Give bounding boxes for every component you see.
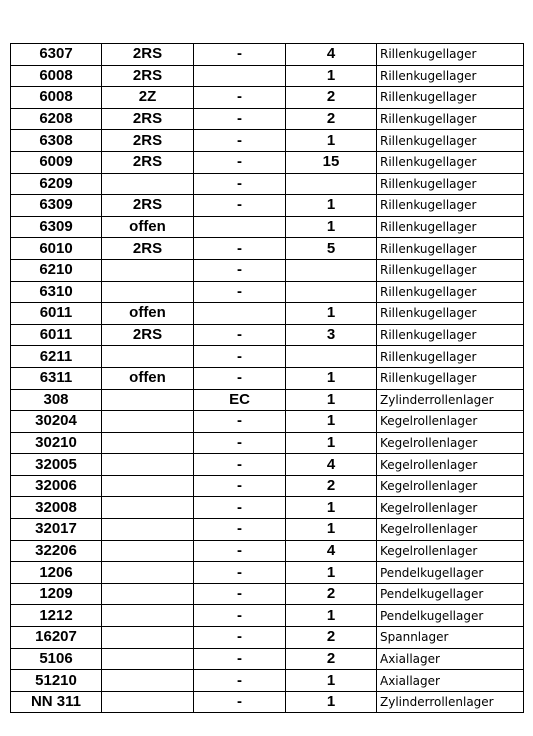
quantity-cell: 1: [286, 367, 377, 389]
seal-type-cell: [102, 497, 194, 519]
seal-type-cell: [102, 281, 194, 303]
bearing-type-cell: Kegelrollenlager: [377, 519, 524, 541]
seal-type-cell: [102, 648, 194, 670]
bearing-type-cell: Axiallager: [377, 648, 524, 670]
bearing-number-cell: 6008: [11, 87, 102, 109]
quantity-cell: 1: [286, 216, 377, 238]
variant-cell: -: [194, 648, 286, 670]
variant-cell: -: [194, 324, 286, 346]
bearing-number-cell: 6210: [11, 259, 102, 281]
bearing-type-cell: Rillenkugellager: [377, 216, 524, 238]
bearing-type-cell: Rillenkugellager: [377, 44, 524, 66]
seal-type-cell: [102, 432, 194, 454]
table-row: [11, 475, 524, 497]
table-row: [11, 389, 524, 411]
variant-cell: -: [194, 583, 286, 605]
seal-type-cell: 2RS: [102, 195, 194, 217]
bearing-number-cell: 30210: [11, 432, 102, 454]
variant-cell: -: [194, 454, 286, 476]
variant-cell: -: [194, 87, 286, 109]
seal-type-cell: [102, 411, 194, 433]
bearing-type-cell: Rillenkugellager: [377, 259, 524, 281]
variant-cell: -: [194, 151, 286, 173]
quantity-cell: 4: [286, 540, 377, 562]
quantity-cell: 1: [286, 691, 377, 713]
table-row: [11, 605, 524, 627]
bearing-number-cell: 6008: [11, 65, 102, 87]
bearing-type-cell: Kegelrollenlager: [377, 540, 524, 562]
table-row: [11, 346, 524, 368]
bearing-number-cell: 1209: [11, 583, 102, 605]
bearing-number-cell: 32008: [11, 497, 102, 519]
bearing-type-cell: Pendelkugellager: [377, 562, 524, 584]
seal-type-cell: offen: [102, 367, 194, 389]
bearing-type-cell: Rillenkugellager: [377, 108, 524, 130]
variant-cell: -: [194, 346, 286, 368]
quantity-cell: [286, 259, 377, 281]
bearing-number-cell: 6309: [11, 195, 102, 217]
quantity-cell: 1: [286, 303, 377, 325]
bearing-type-cell: Zylinderrollenlager: [377, 691, 524, 713]
table-row: [11, 281, 524, 303]
variant-cell: -: [194, 411, 286, 433]
bearing-type-cell: Rillenkugellager: [377, 65, 524, 87]
variant-cell: -: [194, 540, 286, 562]
bearing-number-cell: 6011: [11, 324, 102, 346]
seal-type-cell: 2RS: [102, 238, 194, 260]
bearing-number-cell: 6307: [11, 44, 102, 66]
seal-type-cell: [102, 670, 194, 692]
table-row: [11, 65, 524, 87]
bearing-number-cell: 6009: [11, 151, 102, 173]
quantity-cell: 2: [286, 627, 377, 649]
bearing-type-cell: Axiallager: [377, 670, 524, 692]
bearing-number-cell: 30204: [11, 411, 102, 433]
variant-cell: -: [194, 475, 286, 497]
bearing-type-cell: Rillenkugellager: [377, 346, 524, 368]
seal-type-cell: 2RS: [102, 130, 194, 152]
bearing-type-cell: Rillenkugellager: [377, 173, 524, 195]
seal-type-cell: [102, 454, 194, 476]
variant-cell: -: [194, 173, 286, 195]
bearing-type-cell: Rillenkugellager: [377, 281, 524, 303]
variant-cell: -: [194, 108, 286, 130]
bearing-number-cell: 6011: [11, 303, 102, 325]
seal-type-cell: 2RS: [102, 151, 194, 173]
table-row: [11, 87, 524, 109]
bearing-number-cell: 308: [11, 389, 102, 411]
seal-type-cell: [102, 519, 194, 541]
variant-cell: -: [194, 605, 286, 627]
seal-type-cell: 2RS: [102, 324, 194, 346]
bearing-number-cell: 6209: [11, 173, 102, 195]
bearing-number-cell: 6308: [11, 130, 102, 152]
bearing-number-cell: 32206: [11, 540, 102, 562]
table-row: [11, 259, 524, 281]
bearing-number-cell: 1206: [11, 562, 102, 584]
variant-cell: -: [194, 432, 286, 454]
bearing-number-cell: NN 311: [11, 691, 102, 713]
variant-cell: -: [194, 367, 286, 389]
bearing-number-cell: 32006: [11, 475, 102, 497]
seal-type-cell: [102, 259, 194, 281]
quantity-cell: 2: [286, 108, 377, 130]
bearing-type-cell: Rillenkugellager: [377, 151, 524, 173]
table-row: [11, 670, 524, 692]
bearing-type-cell: Kegelrollenlager: [377, 475, 524, 497]
variant-cell: -: [194, 195, 286, 217]
variant-cell: EC: [194, 389, 286, 411]
bearing-type-cell: Kegelrollenlager: [377, 454, 524, 476]
seal-type-cell: [102, 346, 194, 368]
bearing-number-cell: 16207: [11, 627, 102, 649]
table-row: [11, 562, 524, 584]
variant-cell: -: [194, 130, 286, 152]
bearing-type-cell: Kegelrollenlager: [377, 411, 524, 433]
seal-type-cell: offen: [102, 303, 194, 325]
quantity-cell: 1: [286, 519, 377, 541]
bearing-type-cell: Rillenkugellager: [377, 238, 524, 260]
bearing-number-cell: 6208: [11, 108, 102, 130]
seal-type-cell: [102, 691, 194, 713]
quantity-cell: 1: [286, 411, 377, 433]
seal-type-cell: 2RS: [102, 65, 194, 87]
bearing-type-cell: Rillenkugellager: [377, 87, 524, 109]
quantity-cell: 1: [286, 562, 377, 584]
bearing-type-cell: Pendelkugellager: [377, 583, 524, 605]
table-row: [11, 238, 524, 260]
table-row: [11, 627, 524, 649]
table-row: [11, 540, 524, 562]
quantity-cell: 2: [286, 475, 377, 497]
bearing-type-cell: Spannlager: [377, 627, 524, 649]
bearing-inventory-table: [10, 43, 524, 713]
quantity-cell: [286, 346, 377, 368]
bearing-type-cell: Rillenkugellager: [377, 130, 524, 152]
bearing-number-cell: 6309: [11, 216, 102, 238]
variant-cell: -: [194, 44, 286, 66]
quantity-cell: 1: [286, 670, 377, 692]
bearing-type-cell: Rillenkugellager: [377, 195, 524, 217]
seal-type-cell: [102, 475, 194, 497]
bearing-number-cell: 6010: [11, 238, 102, 260]
bearing-number-cell: 5106: [11, 648, 102, 670]
quantity-cell: 3: [286, 324, 377, 346]
quantity-cell: 1: [286, 432, 377, 454]
quantity-cell: 1: [286, 389, 377, 411]
quantity-cell: [286, 173, 377, 195]
table-row: [11, 216, 524, 238]
table-row: [11, 195, 524, 217]
quantity-cell: 1: [286, 605, 377, 627]
variant-cell: [194, 216, 286, 238]
bearing-number-cell: 51210: [11, 670, 102, 692]
seal-type-cell: [102, 605, 194, 627]
table-row: [11, 108, 524, 130]
quantity-cell: 5: [286, 238, 377, 260]
quantity-cell: 1: [286, 195, 377, 217]
bearing-type-cell: Rillenkugellager: [377, 303, 524, 325]
seal-type-cell: 2RS: [102, 44, 194, 66]
seal-type-cell: [102, 627, 194, 649]
variant-cell: -: [194, 281, 286, 303]
bearing-type-cell: Kegelrollenlager: [377, 497, 524, 519]
bearing-number-cell: 6310: [11, 281, 102, 303]
seal-type-cell: [102, 389, 194, 411]
table-row: [11, 583, 524, 605]
table-row: [11, 303, 524, 325]
variant-cell: -: [194, 627, 286, 649]
quantity-cell: 1: [286, 130, 377, 152]
table-row: [11, 151, 524, 173]
quantity-cell: 4: [286, 44, 377, 66]
variant-cell: -: [194, 562, 286, 584]
bearing-type-cell: Zylinderrollenlager: [377, 389, 524, 411]
table-row: [11, 367, 524, 389]
table-row: [11, 324, 524, 346]
table-row: [11, 691, 524, 713]
variant-cell: -: [194, 497, 286, 519]
table-row: [11, 173, 524, 195]
variant-cell: -: [194, 259, 286, 281]
bearing-table-body: [11, 44, 524, 713]
table-row: [11, 519, 524, 541]
table-row: [11, 648, 524, 670]
quantity-cell: 2: [286, 87, 377, 109]
bearing-number-cell: 1212: [11, 605, 102, 627]
table-row: [11, 130, 524, 152]
quantity-cell: 4: [286, 454, 377, 476]
quantity-cell: 1: [286, 65, 377, 87]
seal-type-cell: [102, 540, 194, 562]
seal-type-cell: [102, 173, 194, 195]
variant-cell: -: [194, 519, 286, 541]
bearing-type-cell: Rillenkugellager: [377, 324, 524, 346]
quantity-cell: 15: [286, 151, 377, 173]
variant-cell: -: [194, 670, 286, 692]
quantity-cell: 1: [286, 497, 377, 519]
bearing-type-cell: Rillenkugellager: [377, 367, 524, 389]
variant-cell: [194, 303, 286, 325]
bearing-type-cell: Pendelkugellager: [377, 605, 524, 627]
table-row: [11, 44, 524, 66]
table-row: [11, 497, 524, 519]
quantity-cell: 2: [286, 583, 377, 605]
quantity-cell: 2: [286, 648, 377, 670]
variant-cell: -: [194, 238, 286, 260]
table-row: [11, 411, 524, 433]
quantity-cell: [286, 281, 377, 303]
seal-type-cell: [102, 583, 194, 605]
variant-cell: [194, 65, 286, 87]
bearing-number-cell: 32017: [11, 519, 102, 541]
seal-type-cell: 2RS: [102, 108, 194, 130]
seal-type-cell: 2Z: [102, 87, 194, 109]
variant-cell: -: [194, 691, 286, 713]
seal-type-cell: offen: [102, 216, 194, 238]
bearing-number-cell: 32005: [11, 454, 102, 476]
table-row: [11, 454, 524, 476]
bearing-number-cell: 6311: [11, 367, 102, 389]
seal-type-cell: [102, 562, 194, 584]
bearing-number-cell: 6211: [11, 346, 102, 368]
table-row: [11, 432, 524, 454]
bearing-type-cell: Kegelrollenlager: [377, 432, 524, 454]
